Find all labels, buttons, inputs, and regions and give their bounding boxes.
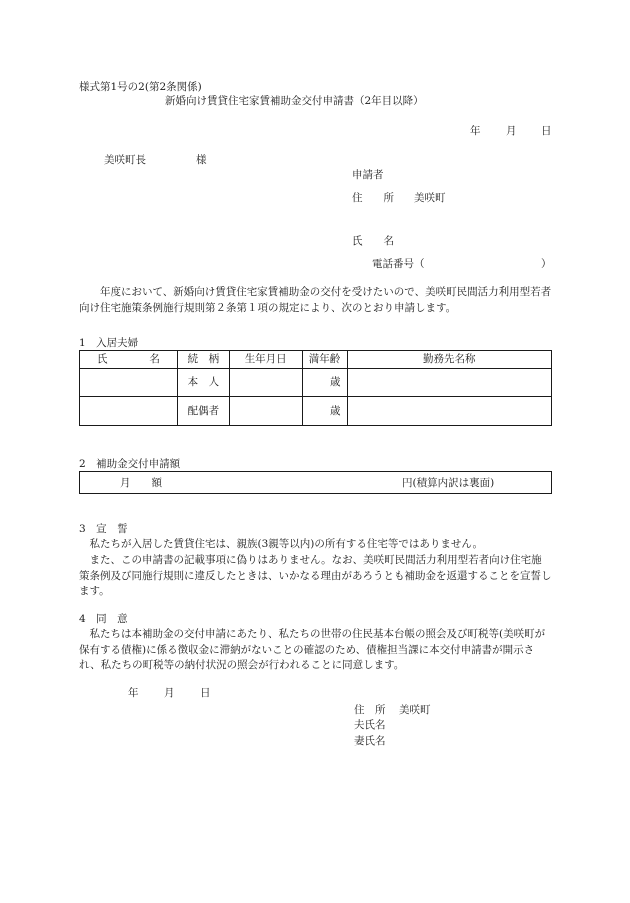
- section1-heading: 1 入居夫婦: [79, 337, 139, 349]
- date-year: 年: [470, 125, 481, 137]
- header-relation: 続 柄: [177, 351, 229, 369]
- oath-paragraph-2: また、この申請書の記載事項に偽りはありません。なお、美咲町民間活力利用型若者向け住宅施策条例及び同施行規則に違反したときは、いかなる理由があろうとも補助金を返還することを宣誓します。: [79, 554, 552, 597]
- table-row: [80, 397, 552, 426]
- footer-address-label: 住 所: [354, 704, 386, 716]
- header-name: 氏 名: [80, 351, 178, 369]
- addressee-name: 美咲町長: [104, 154, 146, 166]
- age-cell[interactable]: 歳: [302, 369, 347, 397]
- header-birthdate: 生年月日: [229, 351, 302, 369]
- age-cell[interactable]: 歳: [302, 397, 347, 426]
- relation-cell: 本 人: [177, 369, 229, 397]
- birthdate-cell[interactable]: [229, 397, 302, 426]
- footer-year: 年: [128, 687, 139, 699]
- intro-paragraph: 年度において、新婚向け賃貸住宅家賃補助金の交付を受けたいので、美咲町民間活力利用型若者向け住宅施策条例施行規則第２条第１項の規定により、次のとおり申請します。: [79, 286, 552, 314]
- addressee-honorific: 様: [196, 154, 207, 166]
- footer-month: 月: [164, 687, 175, 699]
- form-number: 様式第1号の2(第2条関係): [79, 81, 202, 93]
- name-cell[interactable]: [80, 369, 178, 397]
- amount-unit: 円(積算内訳は裏面): [402, 477, 495, 489]
- consent-paragraph: 私たちは本補助金の交付申請にあたり、私たちの世帯の住民基本台帳の照会及び町税等(美咲町が保有する債権)に係る徴収金に滞納がないことの確認のため、債権担当課に本交付申請書が開示され、私たちの町税等の納付状況の照会が行われることに同意します。: [79, 628, 546, 671]
- name-cell[interactable]: [80, 397, 178, 426]
- section2-heading: 2 補助金交付申請額: [79, 458, 181, 470]
- section4-heading: 4 同 意: [79, 613, 128, 625]
- oath-paragraph-1: 私たちが入居した賃貸住宅は、親族(3親等以内)の所有する住宅等ではありません。: [79, 538, 484, 550]
- table-row: [80, 369, 552, 397]
- birthdate-cell[interactable]: [229, 369, 302, 397]
- residents-table: [79, 350, 552, 426]
- relation-cell: 配偶者: [177, 397, 229, 426]
- section3-heading: 3 宣 誓: [79, 523, 128, 535]
- workplace-cell[interactable]: [347, 397, 551, 426]
- wife-name-label: 妻氏名: [354, 735, 386, 747]
- date-month: 月: [506, 125, 517, 137]
- applicant-heading: 申請者: [352, 169, 384, 181]
- residents-table-header: [80, 351, 552, 369]
- applicant-phone-close: ）: [541, 258, 552, 270]
- applicant-address-value: 美咲町: [414, 192, 446, 204]
- applicant-address-label: 住 所: [352, 192, 394, 204]
- workplace-cell[interactable]: [347, 369, 551, 397]
- date-day: 日: [541, 125, 552, 137]
- header-workplace: 勤務先名称: [347, 351, 551, 369]
- subsidy-amount-box[interactable]: [79, 471, 552, 494]
- footer-address-value: 美咲町: [399, 704, 431, 716]
- header-age: 満年齢: [302, 351, 347, 369]
- applicant-phone-label: 電話番号（: [372, 258, 425, 270]
- footer-day: 日: [200, 687, 211, 699]
- page-title: 新婚向け賃貸住宅家賃補助金交付申請書（2年目以降）: [165, 95, 424, 107]
- monthly-amount-label: 月 額: [120, 477, 162, 489]
- husband-name-label: 夫氏名: [354, 719, 386, 731]
- applicant-name-label: 氏 名: [352, 235, 394, 247]
